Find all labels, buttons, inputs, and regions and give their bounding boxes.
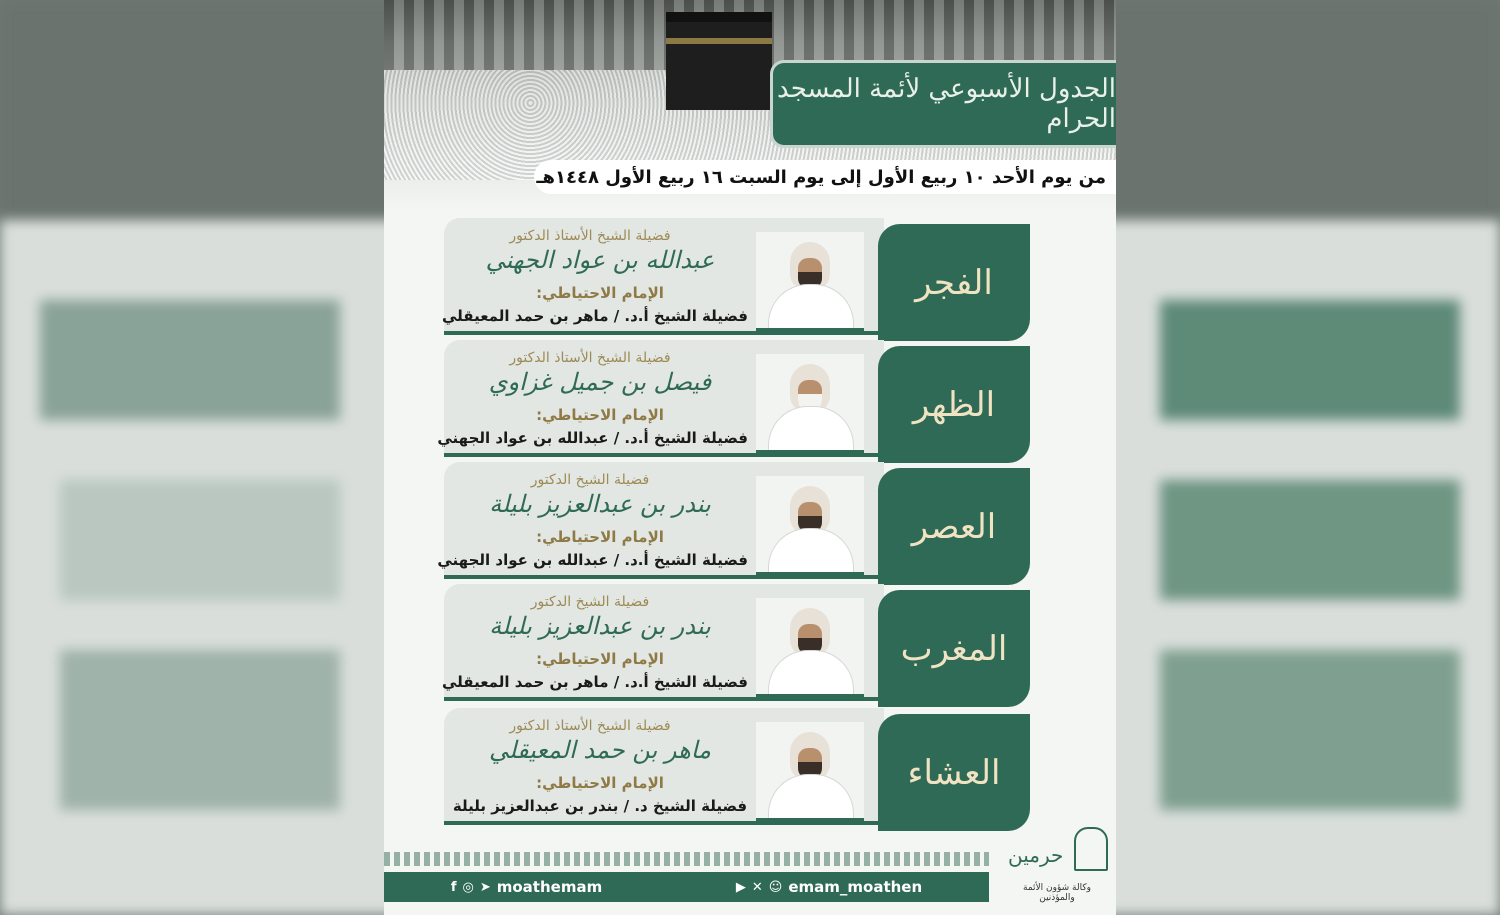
reserve-label: الإمام الاحتياطي: [536,650,664,668]
x-icon[interactable]: ✕ [751,879,763,895]
reserve-imam: فضيلة الشيخ أ.د. / ماهر بن حمد المعيقلي [441,307,748,325]
reserve-imam: فضيلة الشيخ د. / بندر بن عبدالعزيز بليلة [452,797,748,815]
youtube-icon[interactable]: ▶ [735,879,746,895]
imam-photo [756,722,864,822]
reserve-imam: فضيلة الشيخ أ.د. / ماهر بن حمد المعيقلي [441,673,748,691]
haramain-logo [1004,825,1110,909]
imam-name: عبدالله بن عواد الجهني [485,246,715,274]
handle-left-text: moathemam [496,878,603,896]
date-range-text: من يوم الأحد ١٠ ربيع الأول إلى يوم السبت ١٦ ربيع الأول ١٤٤٨هـ [536,166,1106,188]
prayer-name: العصر [911,506,997,547]
date-range-bar [534,160,1116,194]
imam-card [441,584,884,701]
imam-photo [756,476,864,576]
honorific-text: فضيلة الشيخ الدكتور [530,472,650,488]
facebook-icon[interactable]: f [450,879,457,895]
schedule-row-dhuhr [437,340,1030,457]
imam-name: فيصل بن جميل غزاوي [488,368,712,396]
prayer-label-box [878,590,1030,707]
imam-card [444,708,884,825]
imam-card [441,218,884,335]
kaaba-image [666,12,772,110]
mosque-emblem-icon [1074,827,1108,871]
honorific-text: فضيلة الشيخ الأستاذ الدكتور [509,718,671,734]
prayer-name: الظهر [912,384,996,425]
schedule-row-fajr [441,218,1030,335]
imam-name: بندر بن عبدالعزيز بليلة [489,612,711,640]
telegram-icon[interactable]: ➤ [479,879,491,895]
schedule-poster [384,0,1116,915]
social-handle-left[interactable] [451,878,602,896]
prayer-label-box [878,346,1030,463]
prayer-name: المغرب [900,628,1008,669]
snapchat-icon[interactable]: ☺ [768,879,783,895]
title-box [770,60,1116,148]
imam-photo [756,354,864,454]
instagram-icon[interactable]: ◎ [462,879,474,895]
imam-photo [756,232,864,332]
reserve-label: الإمام الاحتياطي: [536,284,664,302]
honorific-text: فضيلة الشيخ الأستاذ الدكتور [509,350,671,366]
social-handle-right[interactable] [736,878,922,896]
schedule-row-isha [444,708,1030,825]
prayer-label-box [878,714,1030,831]
schedule-row-maghrib [441,584,1030,701]
page-title: الجدول الأسبوعي لأئمة المسجد الحرام [777,74,1116,134]
imam-card [437,340,884,457]
handle-right-text: emam_moathen [788,878,923,896]
imam-name: ماهر بن حمد المعيقلي [489,736,711,764]
prayer-label-box [878,468,1030,585]
reserve-imam: فضيلة الشيخ أ.د. / عبدالله بن عواد الجهني [437,551,748,569]
reserve-label: الإمام الاحتياطي: [536,774,664,792]
reserve-imam: فضيلة الشيخ أ.د. / عبدالله بن عواد الجهني [437,429,748,447]
reserve-label: الإمام الاحتياطي: [536,406,664,424]
honorific-text: فضيلة الشيخ الدكتور [530,594,650,610]
prayer-name: الفجر [915,262,993,303]
prayer-label-box [878,224,1030,341]
imam-card [437,462,884,579]
schedule-row-asr [437,462,1030,579]
imam-name: بندر بن عبدالعزيز بليلة [489,490,711,518]
logo-name: حرمين [1008,843,1064,867]
imam-photo [756,598,864,698]
social-footer [384,872,989,902]
honorific-text: فضيلة الشيخ الأستاذ الدكتور [509,228,671,244]
reserve-label: الإمام الاحتياطي: [536,528,664,546]
prayer-name: العشاء [907,752,1001,793]
footer-ornament [384,852,989,866]
logo-subtitle: وكالة شؤون الأئمة والمؤذنين [1023,883,1091,903]
